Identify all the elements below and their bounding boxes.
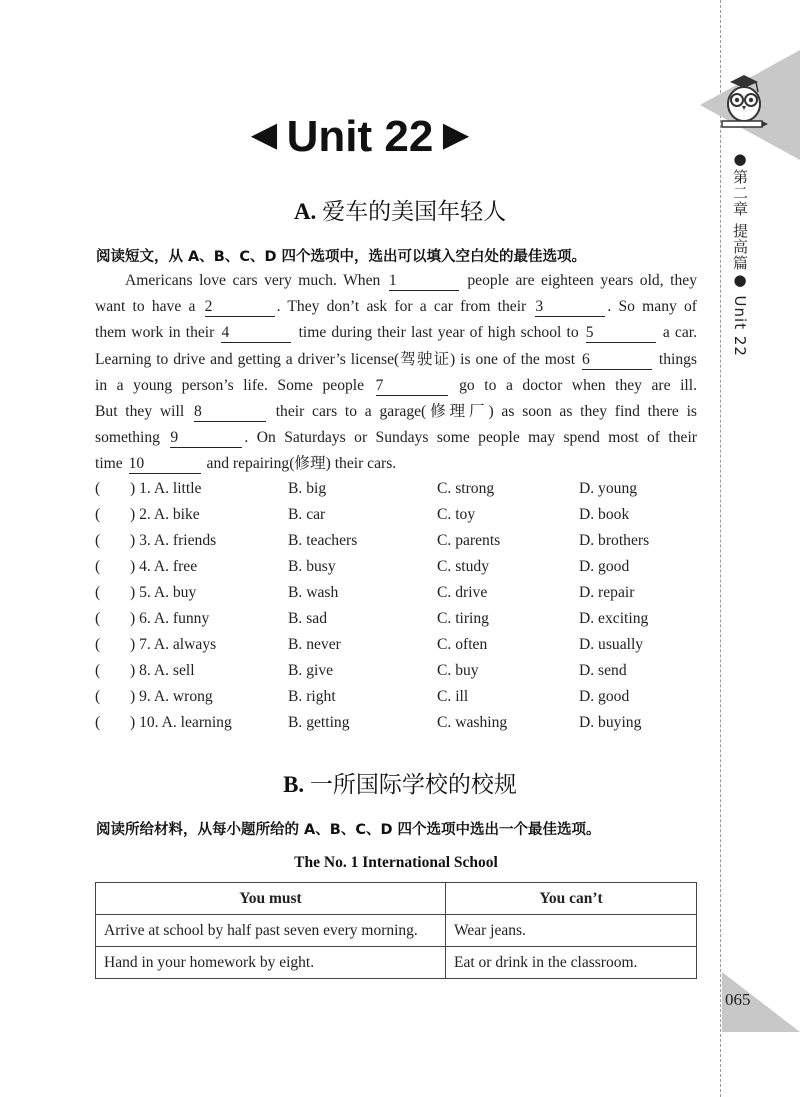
option-d: D. buying (579, 714, 642, 731)
answer-blank[interactable]: 2 (205, 297, 275, 317)
answer-blank[interactable]: 10 (129, 454, 201, 474)
option-d: D. young (579, 480, 638, 497)
option-a: ) 5. A. buy (130, 584, 197, 601)
section-b-instruction: 阅读所给材料，从每小题所给的 A、B、C、D 四个选项中选出一个最佳选项。 (96, 822, 601, 838)
option-a: ) 1. A. little (130, 480, 202, 497)
passage-line: want to have a 2 . They don’t ask for a car from their 3 . So many of (95, 298, 697, 316)
option-a: ) 8. A. sell (130, 662, 195, 679)
option-b: B. right (288, 688, 336, 705)
passage-line: But they will 8 their cars to a garage(修理厂) as soon as they find there is (95, 403, 697, 421)
answer-blank[interactable]: 3 (535, 297, 605, 317)
school-rules-table (95, 882, 697, 979)
page-edge-dashed-line (720, 0, 721, 1097)
answer-paren[interactable]: ( (95, 662, 101, 679)
unit-title (0, 112, 720, 162)
header-you-cant: You can’t (446, 883, 697, 915)
table-cell: Eat or drink in the classroom. (446, 947, 697, 979)
unit-title-text: Unit 22 (286, 112, 434, 161)
section-a-title (0, 193, 800, 226)
reading-passage (95, 268, 697, 478)
answer-paren[interactable]: ( (95, 532, 101, 549)
table-header-row (96, 883, 697, 915)
answer-paren[interactable]: ( (95, 714, 101, 731)
option-a: ) 9. A. wrong (130, 688, 213, 705)
answer-blank[interactable]: 1 (389, 271, 459, 291)
option-a: ) 6. A. funny (130, 610, 210, 627)
section-a-title-text: 爱车的美国年轻人 (322, 199, 507, 224)
table-row (96, 915, 697, 947)
option-c: C. often (437, 636, 488, 653)
option-b: B. getting (288, 714, 350, 731)
answer-paren[interactable]: ( (95, 480, 101, 497)
option-c: C. washing (437, 714, 508, 731)
answer-paren[interactable]: ( (95, 610, 101, 627)
option-b: B. wash (288, 584, 339, 601)
option-b: B. give (288, 662, 334, 679)
owl-mascot-icon (716, 72, 772, 132)
option-a: ) 2. A. bike (130, 506, 200, 523)
option-b: B. teachers (288, 532, 358, 549)
answer-blank[interactable]: 6 (582, 350, 652, 370)
answer-blank[interactable]: 4 (221, 323, 291, 343)
option-d: D. repair (579, 584, 635, 601)
option-d: D. book (579, 506, 630, 523)
option-b: B. car (288, 506, 326, 523)
answer-blank[interactable]: 9 (170, 428, 242, 448)
option-d: D. send (579, 662, 627, 679)
passage-line: time 10 and repairing(修理) their cars. (95, 455, 397, 473)
section-a-instruction: 阅读短文，从 A、B、C、D 四个选项中，选出可以填入空白处的最佳选项。 (96, 249, 587, 265)
table-cell: Hand in your homework by eight. (96, 947, 446, 979)
section-b-title (0, 766, 800, 799)
answer-paren[interactable]: ( (95, 688, 101, 705)
table-title: The No. 1 International School (294, 854, 498, 871)
table-cell: Arrive at school by half past seven every morning. (96, 915, 446, 947)
option-d: D. good (579, 558, 630, 575)
passage-line: them work in their 4 time during their last year of high school to 5 a car. (95, 324, 697, 342)
option-c: C. buy (437, 662, 479, 679)
passage-line: Learning to drive and getting a driver’s license(驾驶证) is one of the most 6 things (95, 350, 697, 368)
section-b-title-text: 一所国际学校的校规 (309, 772, 517, 797)
left-arrow-icon: ◀ (252, 116, 277, 152)
option-c: C. toy (437, 506, 476, 523)
passage-line: in a young person’s life. Some people 7 go to a doctor when they are ill. (95, 376, 697, 394)
option-c: C. ill (437, 688, 469, 705)
option-c: C. strong (437, 480, 495, 497)
table-row (96, 947, 697, 979)
right-arrow-icon: ▶ (443, 116, 468, 152)
option-a: ) 7. A. always (130, 636, 217, 653)
passage-line: something 9 . On Saturdays or Sundays some people may spend most of their (95, 429, 698, 447)
option-c: C. tiring (437, 610, 489, 627)
answer-blank[interactable]: 8 (194, 402, 266, 422)
section-b-letter: B. (283, 772, 305, 797)
answer-paren[interactable]: ( (95, 558, 101, 575)
option-a: ) 3. A. friends (130, 532, 217, 549)
chapter-side-label: ●第二章 提高篇● Unit 22 (731, 150, 749, 357)
answer-paren[interactable]: ( (95, 584, 101, 601)
option-b: B. big (288, 480, 327, 497)
option-b: B. never (288, 636, 341, 653)
answer-paren[interactable]: ( (95, 506, 101, 523)
section-a-letter: A. (293, 199, 317, 224)
table-cell: Wear jeans. (446, 915, 697, 947)
option-a: ) 10. A. learning (130, 714, 232, 731)
answer-paren[interactable]: ( (95, 636, 101, 653)
option-a: ) 4. A. free (130, 558, 198, 575)
option-c: C. drive (437, 584, 488, 601)
passage-line: Americans love cars very much. When 1 people are eighteen years old, they (125, 272, 698, 289)
option-c: C. parents (437, 532, 501, 549)
option-d: D. usually (579, 636, 644, 653)
option-d: D. brothers (579, 532, 650, 549)
answer-blank[interactable]: 5 (586, 323, 656, 343)
answer-blank[interactable]: 7 (376, 376, 448, 396)
header-you-must: You must (96, 883, 446, 915)
option-c: C. study (437, 558, 489, 575)
option-d: D. exciting (579, 610, 649, 627)
option-b: B. sad (288, 610, 327, 627)
page-number: 065 (725, 990, 751, 1009)
option-b: B. busy (288, 558, 336, 575)
option-d: D. good (579, 688, 630, 705)
